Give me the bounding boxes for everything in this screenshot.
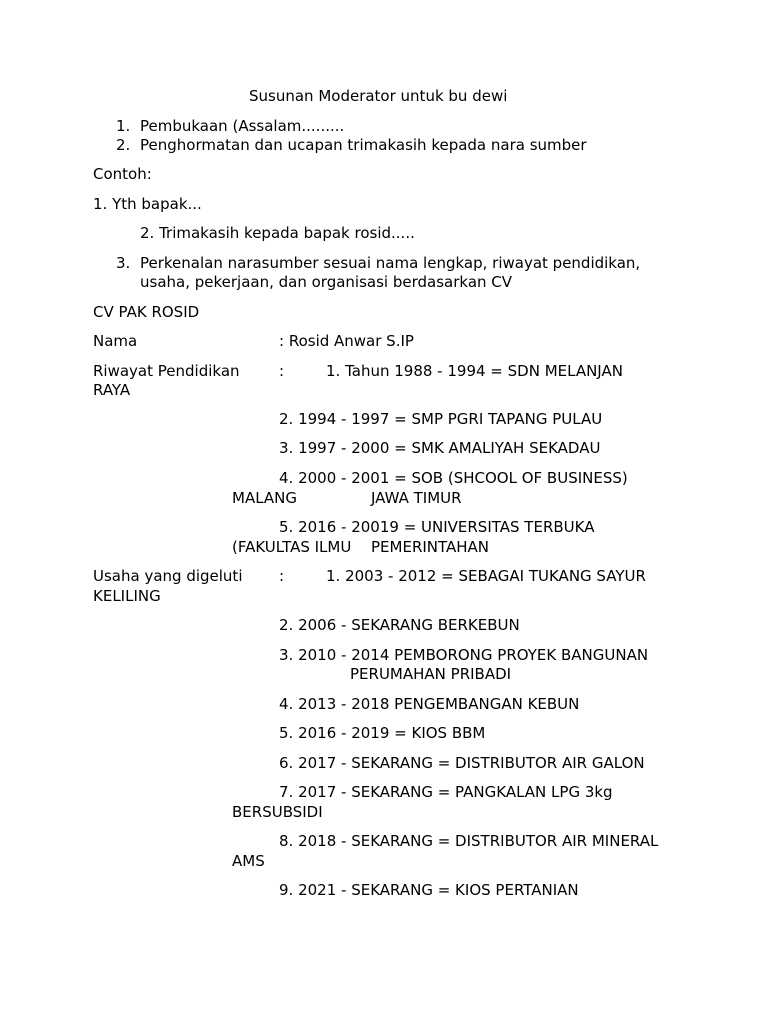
usaha-entry: 6. 2017 - SEKARANG = DISTRIBUTOR AIR GALON	[279, 754, 645, 772]
list-item: Penghormatan dan ucapan trimakasih kepada nara sumber	[140, 136, 587, 154]
usaha-entry: 8. 2018 - SEKARANG = DISTRIBUTOR AIR MINERAL	[279, 832, 659, 850]
usaha-label: Usaha yang digeluti	[93, 567, 243, 585]
usaha-entry: 3. 2010 - 2014 PEMBORONG PROYEK BANGUNAN	[279, 646, 649, 664]
cv-heading: CV PAK ROSID	[93, 303, 200, 321]
pendidikan-entry-wrap: JAWA TIMUR	[371, 489, 462, 507]
usaha-entry-wrap: PERUMAHAN PRIBADI	[350, 665, 512, 683]
list-item: Perkenalan narasumber sesuai nama lengkap, riwayat pendidikan,	[140, 254, 641, 272]
usaha-entry: 1. 2003 - 2012 = SEBAGAI TUKANG SAYUR	[326, 567, 646, 585]
pendidikan-entry: 5. 2016 - 20019 = UNIVERSITAS TERBUKA	[279, 518, 595, 536]
list-item-continuation: usaha, pekerjaan, dan organisasi berdasarkan CV	[140, 273, 513, 291]
pendidikan-entry: 2. 1994 - 1997 = SMP PGRI TAPANG PULAU	[279, 410, 603, 428]
contoh-line: 1. Yth bapak...	[93, 195, 202, 213]
usaha-entry: 9. 2021 - SEKARANG = KIOS PERTANIAN	[279, 881, 579, 899]
usaha-colon: :	[279, 567, 285, 585]
usaha-entry-wrap: KELILING	[93, 587, 161, 605]
document-title: Susunan Moderator untuk bu dewi	[249, 87, 508, 105]
nama-label: Nama	[93, 332, 138, 350]
pendidikan-label: Riwayat Pendidikan	[93, 362, 240, 380]
pendidikan-entry: 4. 2000 - 2001 = SOB (SHCOOL OF BUSINESS)	[279, 469, 628, 487]
usaha-entry-wrap: AMS	[232, 852, 265, 870]
list-item: Pembukaan (Assalam.........	[140, 117, 345, 135]
nama-value: : Rosid Anwar S.IP	[279, 332, 414, 350]
usaha-entry-wrap: BERSUBSIDI	[232, 803, 323, 821]
usaha-entry: 7. 2017 - SEKARANG = PANGKALAN LPG 3kg	[279, 783, 613, 801]
list-item-number: 2.	[116, 136, 131, 154]
pendidikan-entry-wrap: (FAKULTAS ILMU	[232, 538, 352, 556]
usaha-entry: 2. 2006 - SEKARANG BERKEBUN	[279, 616, 520, 634]
contoh-line: 2. Trimakasih kepada bapak rosid.....	[140, 224, 415, 242]
pendidikan-colon: :	[279, 362, 285, 380]
contoh-label: Contoh:	[93, 165, 152, 183]
pendidikan-entry: 3. 1997 - 2000 = SMK AMALIYAH SEKADAU	[279, 439, 601, 457]
list-item-number: 1.	[116, 117, 131, 135]
pendidikan-entry-wrap: MALANG	[232, 489, 298, 507]
pendidikan-entry-wrap: PEMERINTAHAN	[371, 538, 490, 556]
usaha-entry: 4. 2013 - 2018 PENGEMBANGAN KEBUN	[279, 695, 580, 713]
usaha-entry: 5. 2016 - 2019 = KIOS BBM	[279, 724, 486, 742]
pendidikan-entry-wrap: RAYA	[93, 381, 131, 399]
list-item-number: 3.	[116, 254, 131, 272]
pendidikan-entry: 1. Tahun 1988 - 1994 = SDN MELANJAN	[326, 362, 623, 380]
